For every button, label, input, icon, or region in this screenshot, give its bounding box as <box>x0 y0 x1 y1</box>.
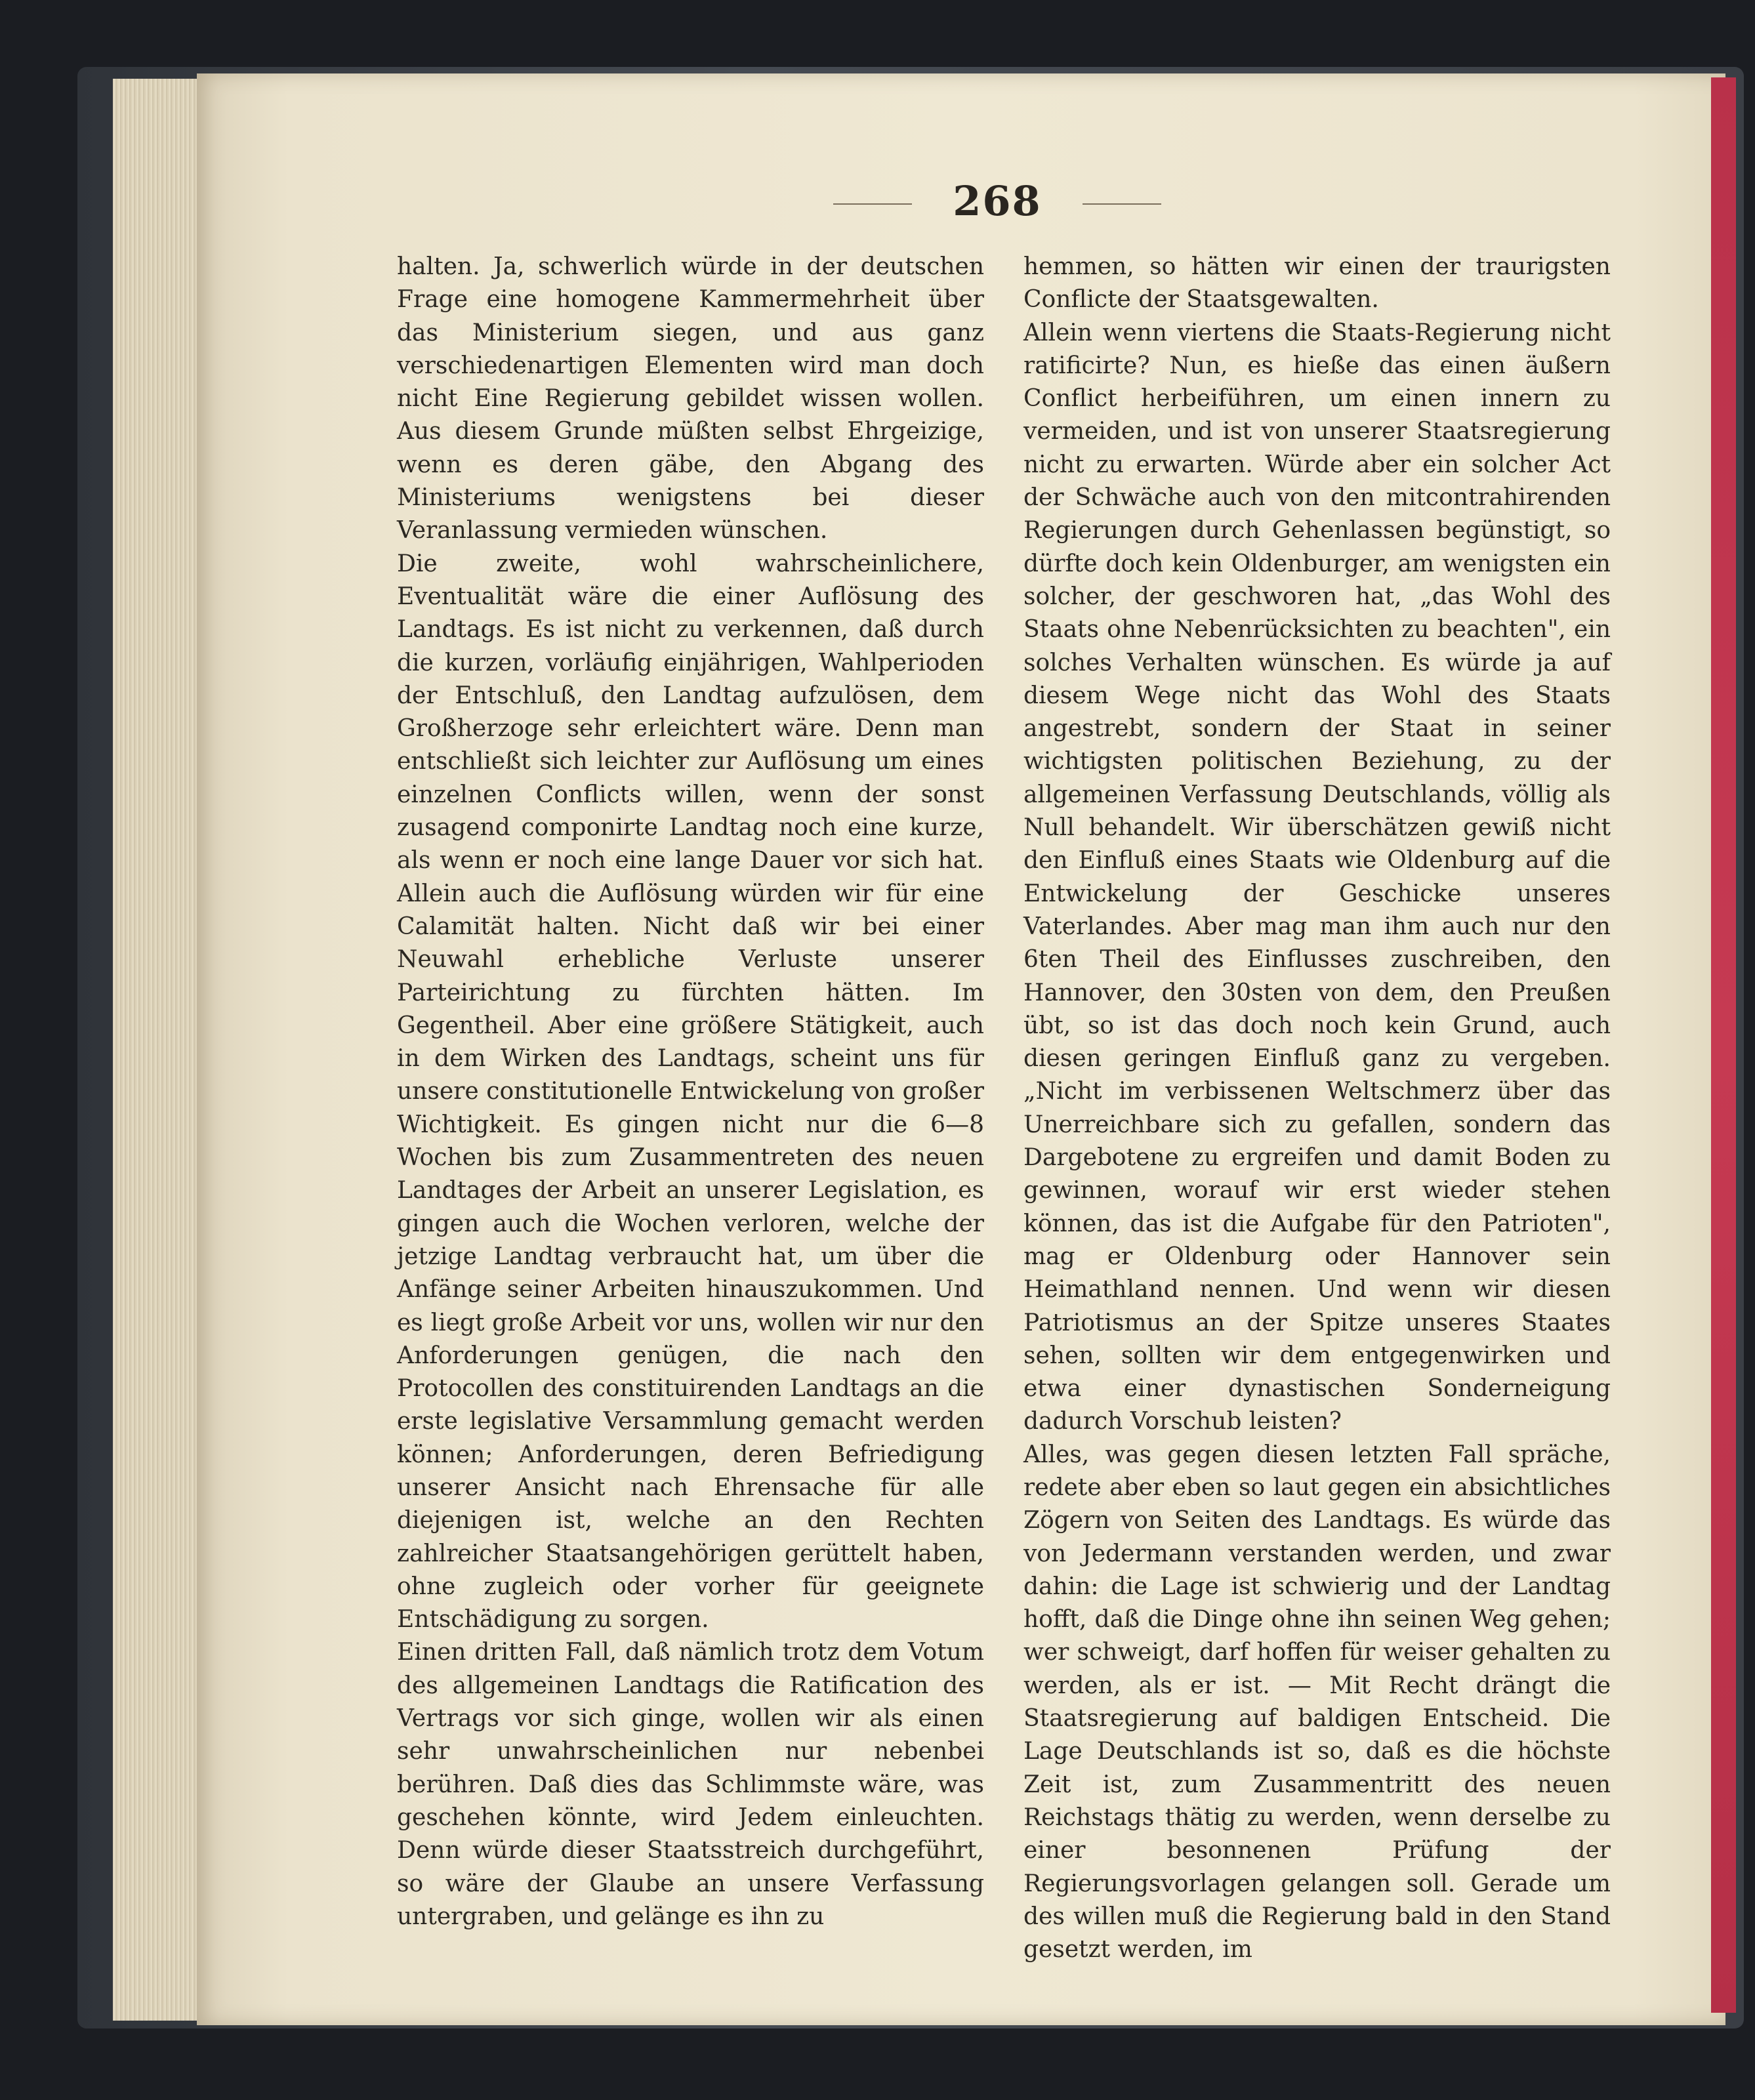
page-header <box>833 177 1161 236</box>
paragraph: Allein wenn viertens die Staats-Regierung nicht ratificirte? Nun, es hieße das einen äußern Conflict herbeiführen, um einen innern zu vermeiden, und ist von unserer Staatsregierung nicht zu erwarten. Würde aber ein solcher Act der Schwäche auch von den mitcontrahirenden Regierungen durch Gehenlassen begünstigt, so dürfte doch kein Oldenburger, am wenigsten ein solcher, der geschworen hat, „das Wohl des Staats ohne Nebenrücksichten zu beachten", ein solches Verhalten wünschen. Es würde ja auf diesem Wege nicht das Wohl des Staats angestrebt, sondern der Staat in seiner wichtigsten politischen Beziehung, zu der allgemeinen Verfassung Deutschlands, völlig als Null behandelt. Wir überschätzen gewiß nicht den Einfluß eines Staats wie Oldenburg auf die Entwickelung der Geschicke unseres Vaterlandes. Aber mag man ihm auch nur den 6ten Theil des Einflusses zuschreiben, den Hannover, den 30sten von dem, den Preußen übt, so ist das doch noch kein Grund, auch diesen geringen Einfluß ganz zu vergeben. „Nicht im verbissenen Weltschmerz über das Unerreichbare sich zu gefallen, sondern das Dargebotene zu ergreifen und damit Boden zu gewinnen, worauf wir erst wieder stehen können, das ist die Aufgabe für den Patrioten", mag er Oldenburg oder Hannover sein Heimathland nennen. Und wenn wir diesen Patriotismus an der Spitze unseres Staates sehen, sollten wir dem entgegenwirken und etwa einer dynastischen Sonderneigung dadurch Vorschub leisten? <box>1023 319 1611 1435</box>
color-calibration-strip <box>1711 77 1736 2013</box>
paragraph: Einen dritten Fall, daß nämlich trotz dem Votum des allgemeinen Landtags die Ratification des Vertrags vor sich ginge, wollen wir als einen sehr unwahrscheinlichen nur nebenbei berühren. Daß dies das Schlimmste wäre, was geschehen könnte, wird Jedem einleuchten. Denn würde dieser Staatsstreich durchgeführt, so wäre der Glaube an unsere Verfassung untergraben, und gelänge es ihn zu <box>397 1639 984 1930</box>
left-column <box>397 251 984 1933</box>
paragraph: Die zweite, wohl wahrscheinlichere, Eventualität wäre die einer Auflösung des Landtags. Es ist nicht zu verkennen, daß durch die kurzen, vorläufig einjährigen, Wahlperioden der Entschluß, den Landtag aufzulösen, dem Großherzoge sehr erleichtert wäre. Denn man entschließt sich leichter zur Auflösung um eines einzelnen Conflicts willen, wenn der sonst zusagend componirte Landtag noch eine kurze, als wenn er noch eine lange Dauer vor sich hat. Allein auch die Auflösung würden wir für eine Calamität halten. Nicht daß wir bei einer Neuwahl erhebliche Verluste unserer Parteirichtung zu fürchten hätten. Im Gegentheil. Aber eine größere Stätigkeit, auch in dem Wirken des Landtags, scheint uns für unsere constitutionelle Entwickelung von großer Wichtigkeit. Es gingen nicht nur die 6—8 Wochen bis zum Zusammentreten des neuen Landtages der Arbeit an unserer Legislation, es gingen auch die Wochen verloren, welche der jetzige Landtag verbraucht hat, um über die Anfänge seiner Arbeiten hinauszukommen. Und es liegt große Arbeit vor uns, wollen wir nur den Anforderungen genügen, die nach den Protocollen des constituirenden Landtags an die erste legislative Versammlung gemacht werden können; Anforderungen, deren Befriedigung unserer Ansicht nach Ehrensache für alle diejenigen ist, welche an den Rechten zahlreicher Staatsangehörigen gerüttelt haben, ohne zugleich oder vorher für geeignete Entschädigung zu sorgen. <box>397 550 984 1634</box>
header-rule-left <box>833 203 912 205</box>
header-rule-right <box>1083 203 1161 205</box>
page-number: 268 <box>953 177 1042 225</box>
paragraph: hemmen, so hätten wir einen der traurigsten Conflicte der Staatsgewalten. <box>1023 253 1611 314</box>
paragraph: Alles, was gegen diesen letzten Fall spräche, redete aber eben so laut gegen ein absichtliches Zögern von Seiten des Landtags. Es würde das von Jedermann verstanden werden, und zwar dahin: die Lage ist schwierig und der Landtag hofft, daß die Dinge ohne ihn seinen Weg gehen; wer schweigt, darf hoffen für weiser gehalten zu werden, als er ist. — Mit Recht drängt die Staatsregierung auf baldigen Entscheid. Die Lage Deutschlands ist so, daß es die höchste Zeit ist, zum Zusammentritt des neuen Reichstags thätig zu werden, wenn derselbe zu einer besonnenen Prüfung der Regierungsvorlagen gelangen soll. Gerade um des willen muß die Regierung bald in den Stand gesetzt werden, im <box>1023 1441 1611 1964</box>
right-column <box>1023 251 1611 1966</box>
paragraph: halten. Ja, schwerlich würde in der deutschen Frage eine homogene Kammermehrheit über das Ministerium siegen, und aus ganz verschiedenartigen Elementen wird man doch nicht Eine Regierung gebildet wissen wollen. Aus diesem Grunde müßten selbst Ehrgeizige, wenn es deren gäbe, den Abgang des Ministeriums wenigstens bei dieser Veranlassung vermieden wünschen. <box>397 253 984 545</box>
